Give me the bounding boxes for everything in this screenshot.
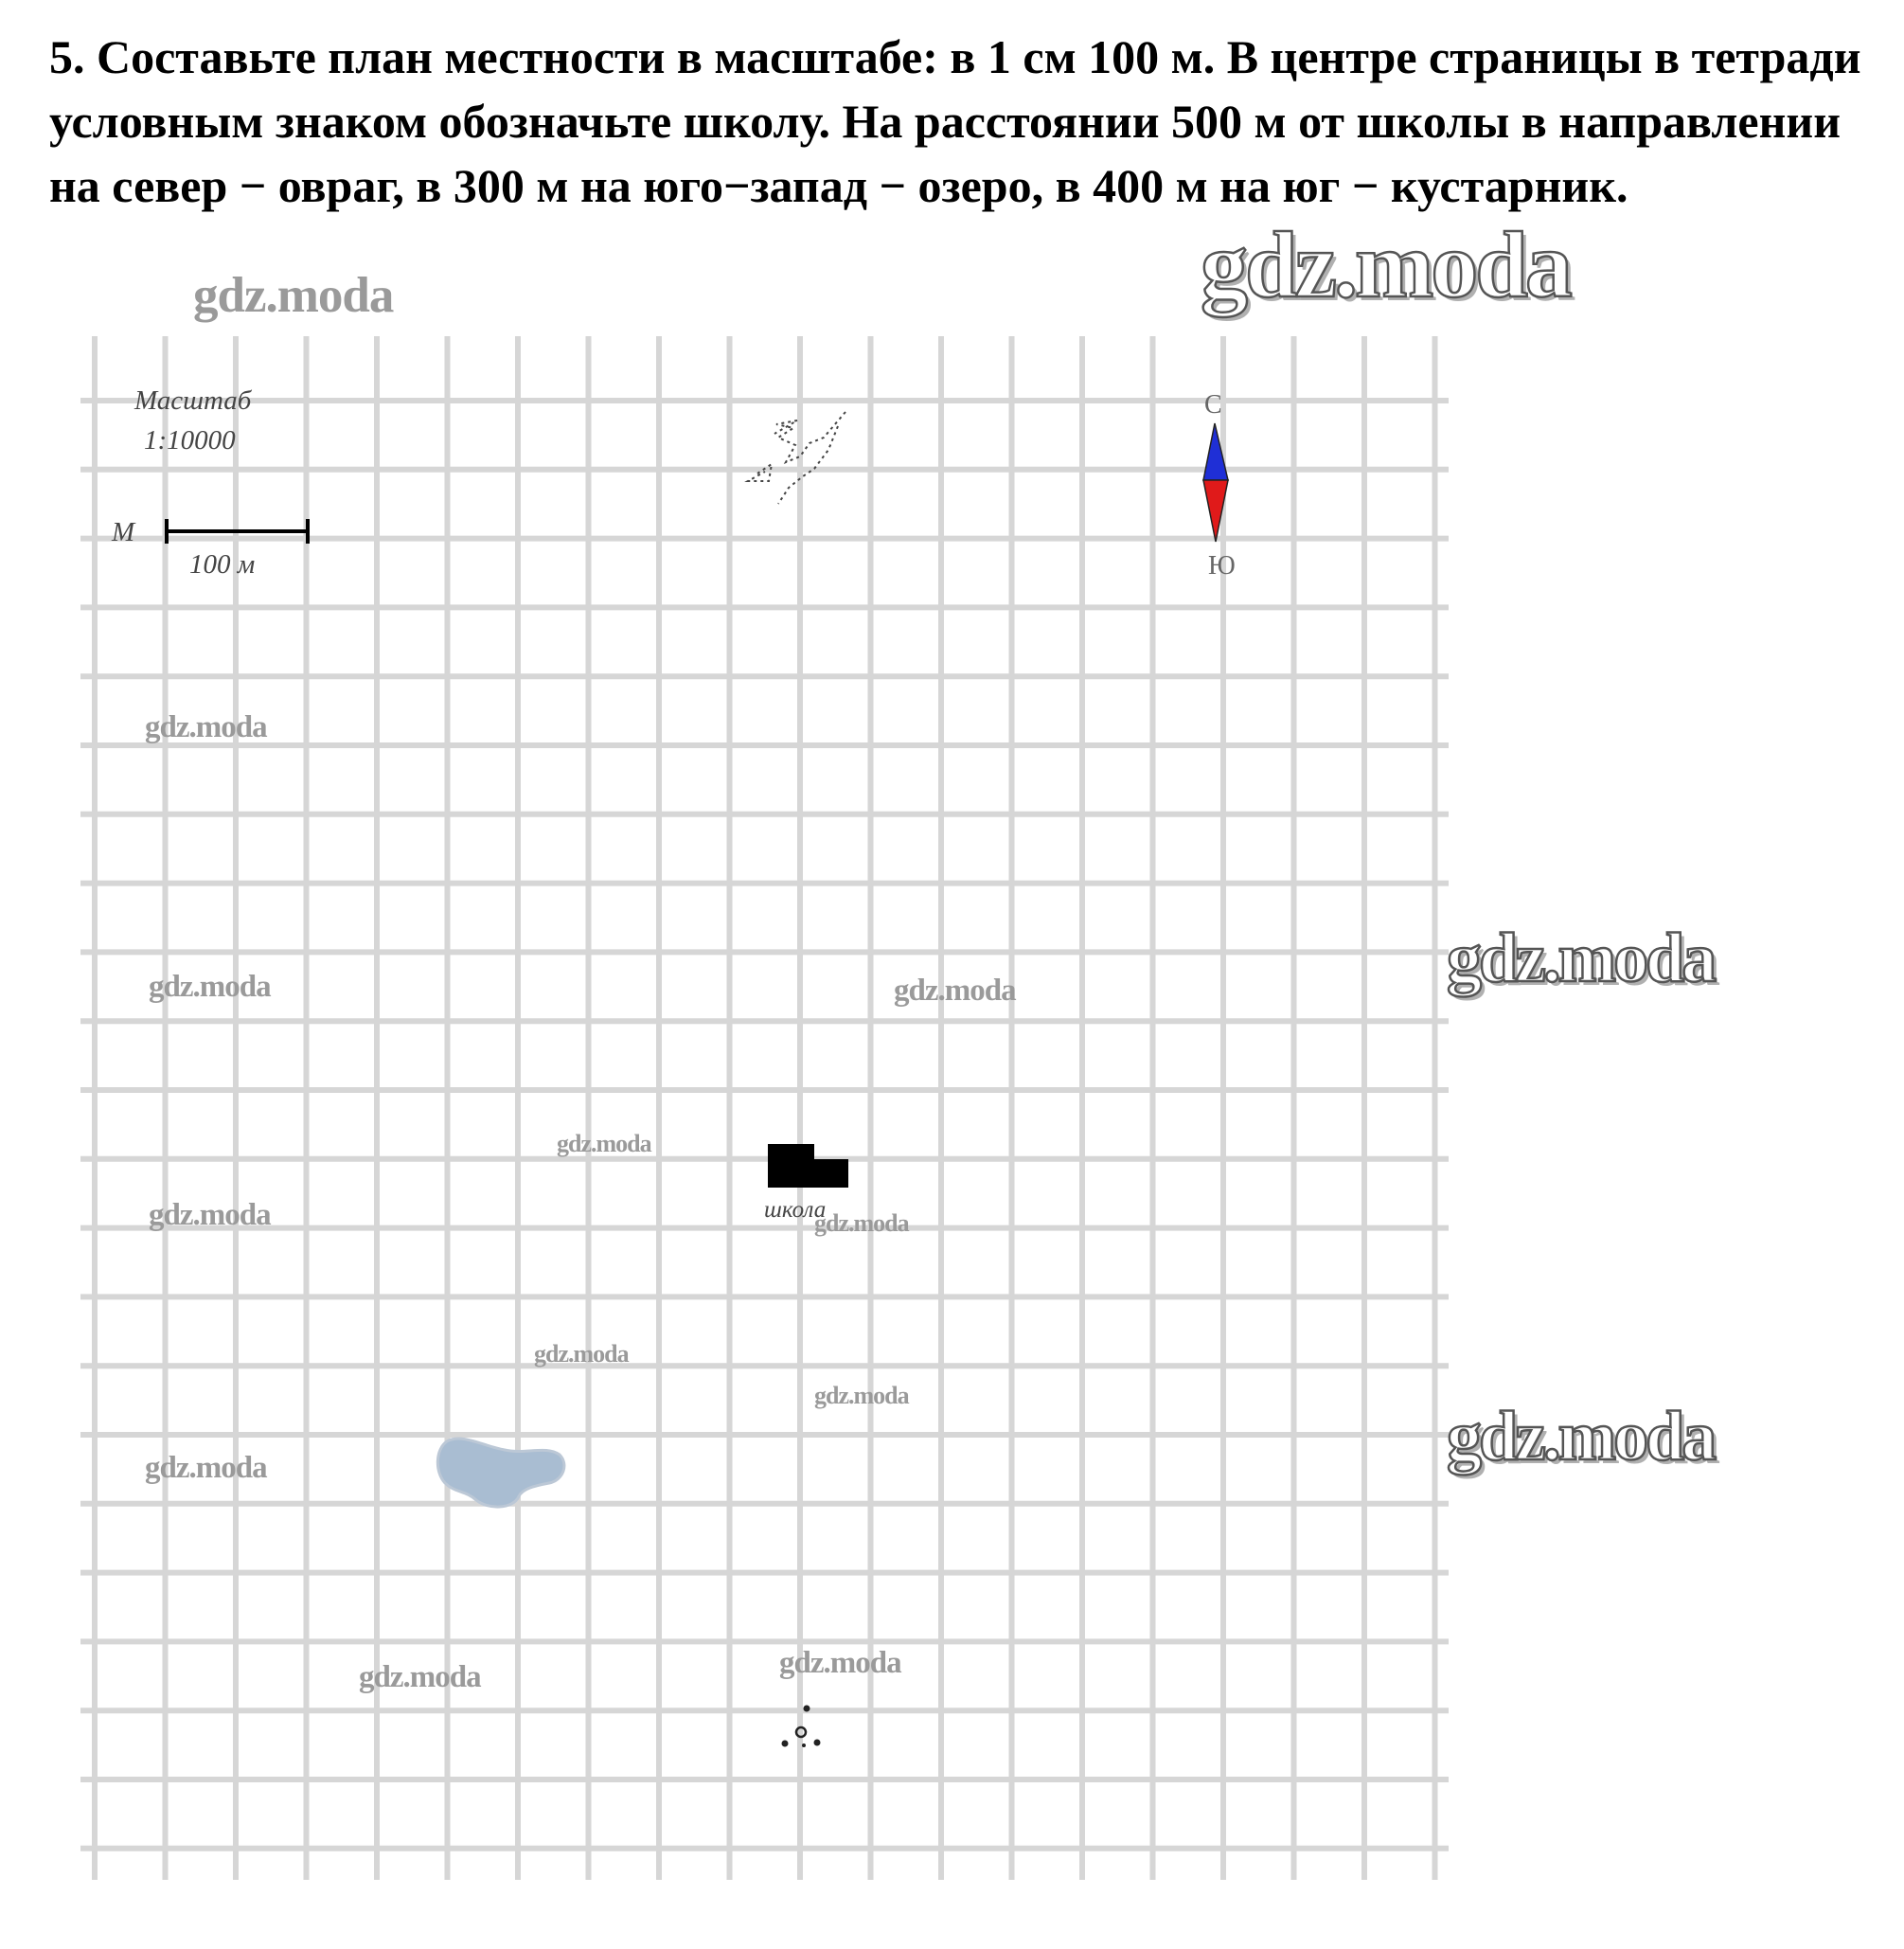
watermark: gdz.moda	[149, 1198, 271, 1232]
school-icon	[768, 1144, 848, 1188]
scale-bar-prefix: М	[112, 517, 135, 547]
scale-legend	[111, 385, 308, 580]
compass-north-label: С	[1204, 390, 1222, 420]
scale-bar-label: 100 м	[189, 549, 256, 580]
compass	[1203, 390, 1236, 581]
watermark: gdz.moda	[814, 1209, 909, 1237]
notebook-grid	[80, 336, 1449, 1880]
watermark: gdz.moda	[149, 970, 271, 1004]
watermark: gdz.moda	[534, 1340, 629, 1368]
watermark: gdz.moda	[145, 1451, 267, 1485]
ravine-icon	[748, 412, 845, 504]
watermark: gdz.moda	[1447, 920, 1715, 997]
scale-ratio: 1:10000	[144, 425, 236, 456]
watermark: gdz.moda	[779, 1646, 901, 1680]
lake-icon	[437, 1439, 564, 1507]
watermark: gdz.moda	[1201, 212, 1570, 317]
watermark: gdz.moda	[1447, 1398, 1715, 1475]
compass-south-label: Ю	[1208, 551, 1236, 581]
watermark: gdz.moda	[894, 974, 1016, 1008]
school-label: школа	[764, 1197, 827, 1223]
watermark: gdz.moda	[145, 710, 267, 744]
watermark: gdz.moda	[814, 1382, 909, 1409]
watermark: gdz.moda	[193, 268, 394, 323]
scale-title: Масштаб	[134, 385, 252, 416]
watermark: gdz.moda	[359, 1660, 481, 1694]
watermark: gdz.moda	[557, 1130, 651, 1157]
task-text: 5. Составьте план местности в масштабе: в 1 см 100 м. В центре страницы в тетради условным знаком обозначьте школу. На расстоянии 500 м от школы в направлении на север − овраг, в 300 м на юго−запад − озеро, в 400 м на юг − кустарник.	[49, 30, 1861, 212]
